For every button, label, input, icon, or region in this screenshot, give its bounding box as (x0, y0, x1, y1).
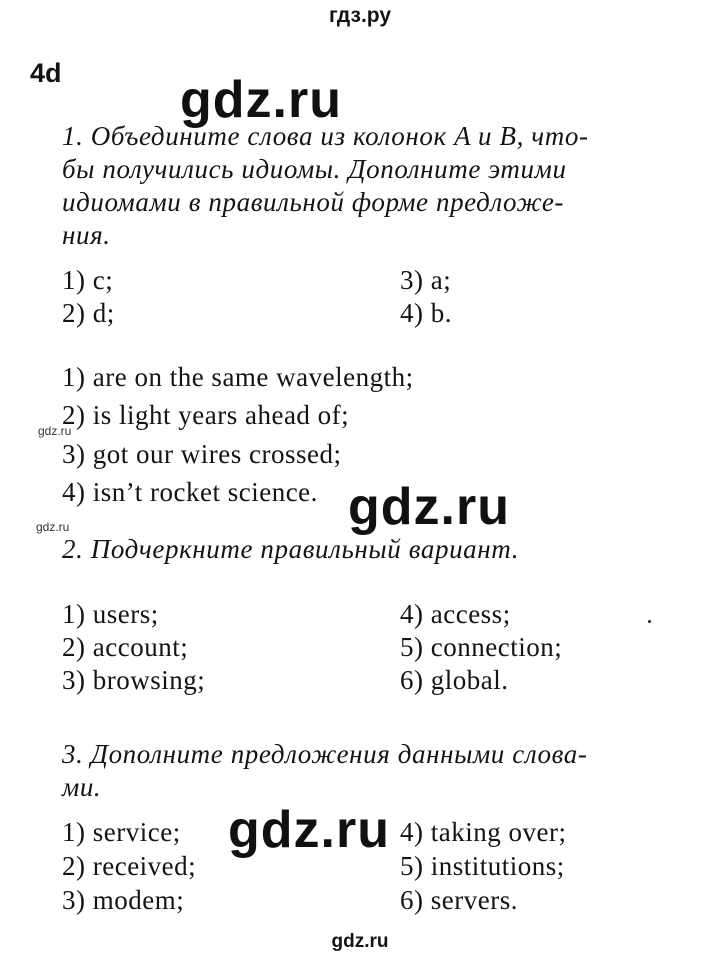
task2-answer: 6) global. (400, 665, 509, 695)
watermark-large: gdz.ru (348, 478, 510, 536)
task3-answer: 1) service; (62, 817, 181, 847)
task2-answer: 4) access; (400, 599, 511, 629)
site-label-bottom: gdz.ru (331, 931, 389, 952)
task3-answer: 5) institutions; (400, 851, 565, 881)
watermark-small: gdz.ru (36, 520, 70, 534)
task2-answer: 2) account; (62, 632, 189, 662)
idiom-line: 3) got our wires crossed; (62, 439, 342, 469)
idiom-line: 2) is light years ahead of; (62, 400, 350, 430)
task1-answer: 2) d; (62, 298, 115, 328)
section-number: 4d (30, 58, 62, 88)
task1-answer: 4) b. (400, 298, 452, 328)
task3-answer: 6) servers. (400, 885, 518, 915)
idiom-line: 1) are on the same wavelength; (62, 362, 414, 392)
stray-dot (648, 620, 651, 623)
task3-answer: 2) received; (62, 851, 197, 881)
watermark-small: gdz.ru (38, 424, 72, 438)
task3-instruction-line-2: ми. (62, 772, 102, 802)
site-label-top: гдз.ру (328, 4, 392, 27)
watermark-large: gdz.ru (180, 71, 342, 129)
idiom-line: 4) isn’t rocket science. (62, 477, 318, 507)
task3-answer: 4) taking over; (400, 817, 567, 847)
task2-answer: 3) browsing; (62, 665, 206, 695)
task2-instruction: 2. Подчеркните правильный вариант. (62, 534, 520, 564)
task1-answer: 1) c; (62, 265, 114, 295)
task1-answer: 3) a; (400, 265, 452, 295)
task1-instruction-line-4: ния. (62, 220, 111, 250)
task1-instruction-line-3: идиомами в правильной форме предложе- (62, 187, 565, 217)
task1-instruction-line-2: бы получились идиомы. Дополните этими (62, 154, 567, 184)
task2-answer: 5) connection; (400, 632, 563, 662)
task3-answer: 3) modem; (62, 885, 185, 915)
task1-instruction-line-1: 1. Объедините слова из колонок A и B, что- (62, 121, 589, 151)
task2-answer: 1) users; (62, 599, 159, 629)
task3-instruction-line-1: 3. Дополните предложения данными слова- (62, 739, 588, 769)
watermark-large: gdz.ru (228, 801, 390, 859)
